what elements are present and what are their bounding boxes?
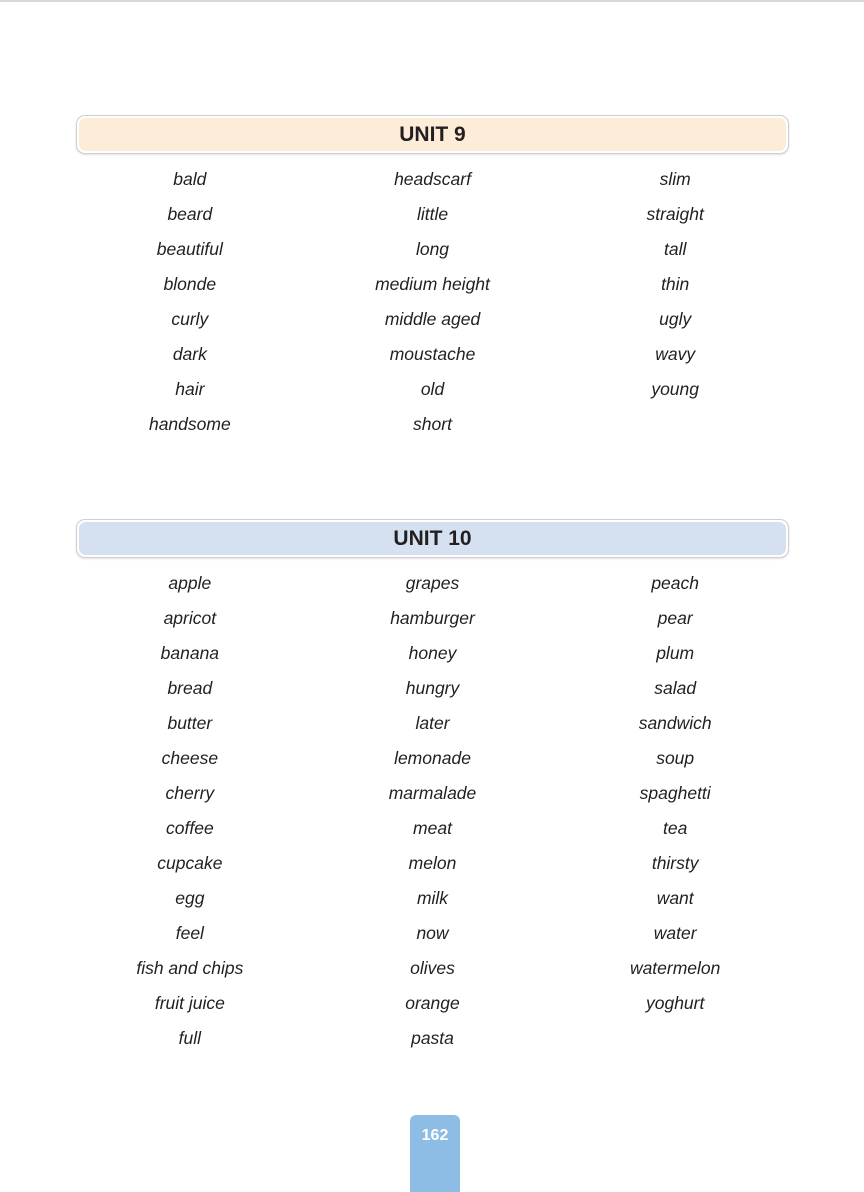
unit-10-header <box>76 519 789 558</box>
vocabulary-word: ugly <box>659 309 692 329</box>
vocabulary-word: moustache <box>389 344 476 364</box>
vocabulary-word: thin <box>661 274 690 294</box>
vocabulary-word: hungry <box>405 678 460 698</box>
unit-10-word-grid <box>76 566 789 1056</box>
vocabulary-word: fruit juice <box>154 993 225 1013</box>
vocabulary-word: olives <box>410 958 455 978</box>
vocabulary-word: tea <box>663 818 688 838</box>
vocabulary-word: pear <box>657 608 693 628</box>
vocabulary-word: long <box>415 239 450 259</box>
word-column <box>76 566 304 1056</box>
vocabulary-word: peach <box>651 573 700 593</box>
vocabulary-word: butter <box>167 713 213 733</box>
vocabulary-word: water <box>653 923 697 943</box>
vocabulary-word: thirsty <box>651 853 699 873</box>
vocabulary-word: cupcake <box>157 853 223 873</box>
vocabulary-word: hamburger <box>390 608 475 628</box>
vocabulary-word: marmalade <box>388 783 477 803</box>
vocabulary-word: salad <box>654 678 697 698</box>
vocabulary-word: spaghetti <box>639 783 711 803</box>
vocabulary-word: pasta <box>411 1028 454 1048</box>
vocabulary-word: plum <box>656 643 695 663</box>
vocabulary-word: little <box>416 204 449 224</box>
vocabulary-word: full <box>178 1028 202 1048</box>
vocabulary-word: yoghurt <box>645 993 705 1013</box>
vocabulary-word: straight <box>646 204 704 224</box>
vocabulary-word: coffee <box>166 818 214 838</box>
vocabulary-word: watermelon <box>629 958 721 978</box>
vocabulary-word: slim <box>659 169 691 189</box>
vocabulary-word: young <box>651 379 700 399</box>
vocabulary-word: bread <box>167 678 213 698</box>
vocabulary-word: honey <box>408 643 457 663</box>
vocabulary-word: fish and chips <box>136 958 244 978</box>
vocabulary-word: middle aged <box>384 309 481 329</box>
vocabulary-word: medium height <box>375 274 490 294</box>
unit-9-word-grid <box>76 162 789 442</box>
vocabulary-word: short <box>413 414 452 434</box>
vocabulary-word: later <box>415 713 450 733</box>
vocabulary-word: beautiful <box>156 239 223 259</box>
vocabulary-word: want <box>656 888 694 908</box>
vocabulary-word: beard <box>167 204 213 224</box>
top-rule <box>0 0 864 2</box>
vocabulary-word: blonde <box>163 274 217 294</box>
vocabulary-word: banana <box>160 643 220 663</box>
vocabulary-word: melon <box>408 853 457 873</box>
vocabulary-word: feel <box>175 923 204 943</box>
word-column <box>304 566 562 1056</box>
unit-10-title: UNIT 10 <box>79 522 786 555</box>
vocabulary-word: hair <box>175 379 205 399</box>
vocabulary-word: headscarf <box>394 169 471 189</box>
vocabulary-word: wavy <box>655 344 696 364</box>
unit-10-section <box>76 519 789 1056</box>
vocabulary-word: orange <box>405 993 460 1013</box>
vocabulary-word: bald <box>173 169 207 189</box>
unit-9-section <box>76 115 789 442</box>
vocabulary-word: old <box>420 379 445 399</box>
vocabulary-word: soup <box>656 748 695 768</box>
word-column <box>304 162 562 442</box>
word-column <box>561 162 789 442</box>
vocabulary-word: handsome <box>148 414 231 434</box>
vocabulary-word: sandwich <box>638 713 712 733</box>
unit-9-title: UNIT 9 <box>79 118 786 151</box>
unit-9-header <box>76 115 789 154</box>
vocabulary-word: egg <box>175 888 205 908</box>
vocabulary-word: cherry <box>165 783 215 803</box>
vocabulary-word: dark <box>172 344 207 364</box>
vocabulary-word: cheese <box>161 748 219 768</box>
page-number-tab: 162 <box>410 1115 460 1192</box>
vocabulary-word: now <box>416 923 449 943</box>
vocabulary-word: lemonade <box>394 748 471 768</box>
word-column <box>76 162 304 442</box>
vocabulary-word: milk <box>416 888 449 908</box>
vocabulary-word: curly <box>171 309 209 329</box>
word-column <box>561 566 789 1056</box>
vocabulary-word: meat <box>413 818 452 838</box>
vocabulary-word: grapes <box>405 573 460 593</box>
vocabulary-word: apple <box>168 573 212 593</box>
vocabulary-word: tall <box>663 239 687 259</box>
vocabulary-word: apricot <box>163 608 217 628</box>
